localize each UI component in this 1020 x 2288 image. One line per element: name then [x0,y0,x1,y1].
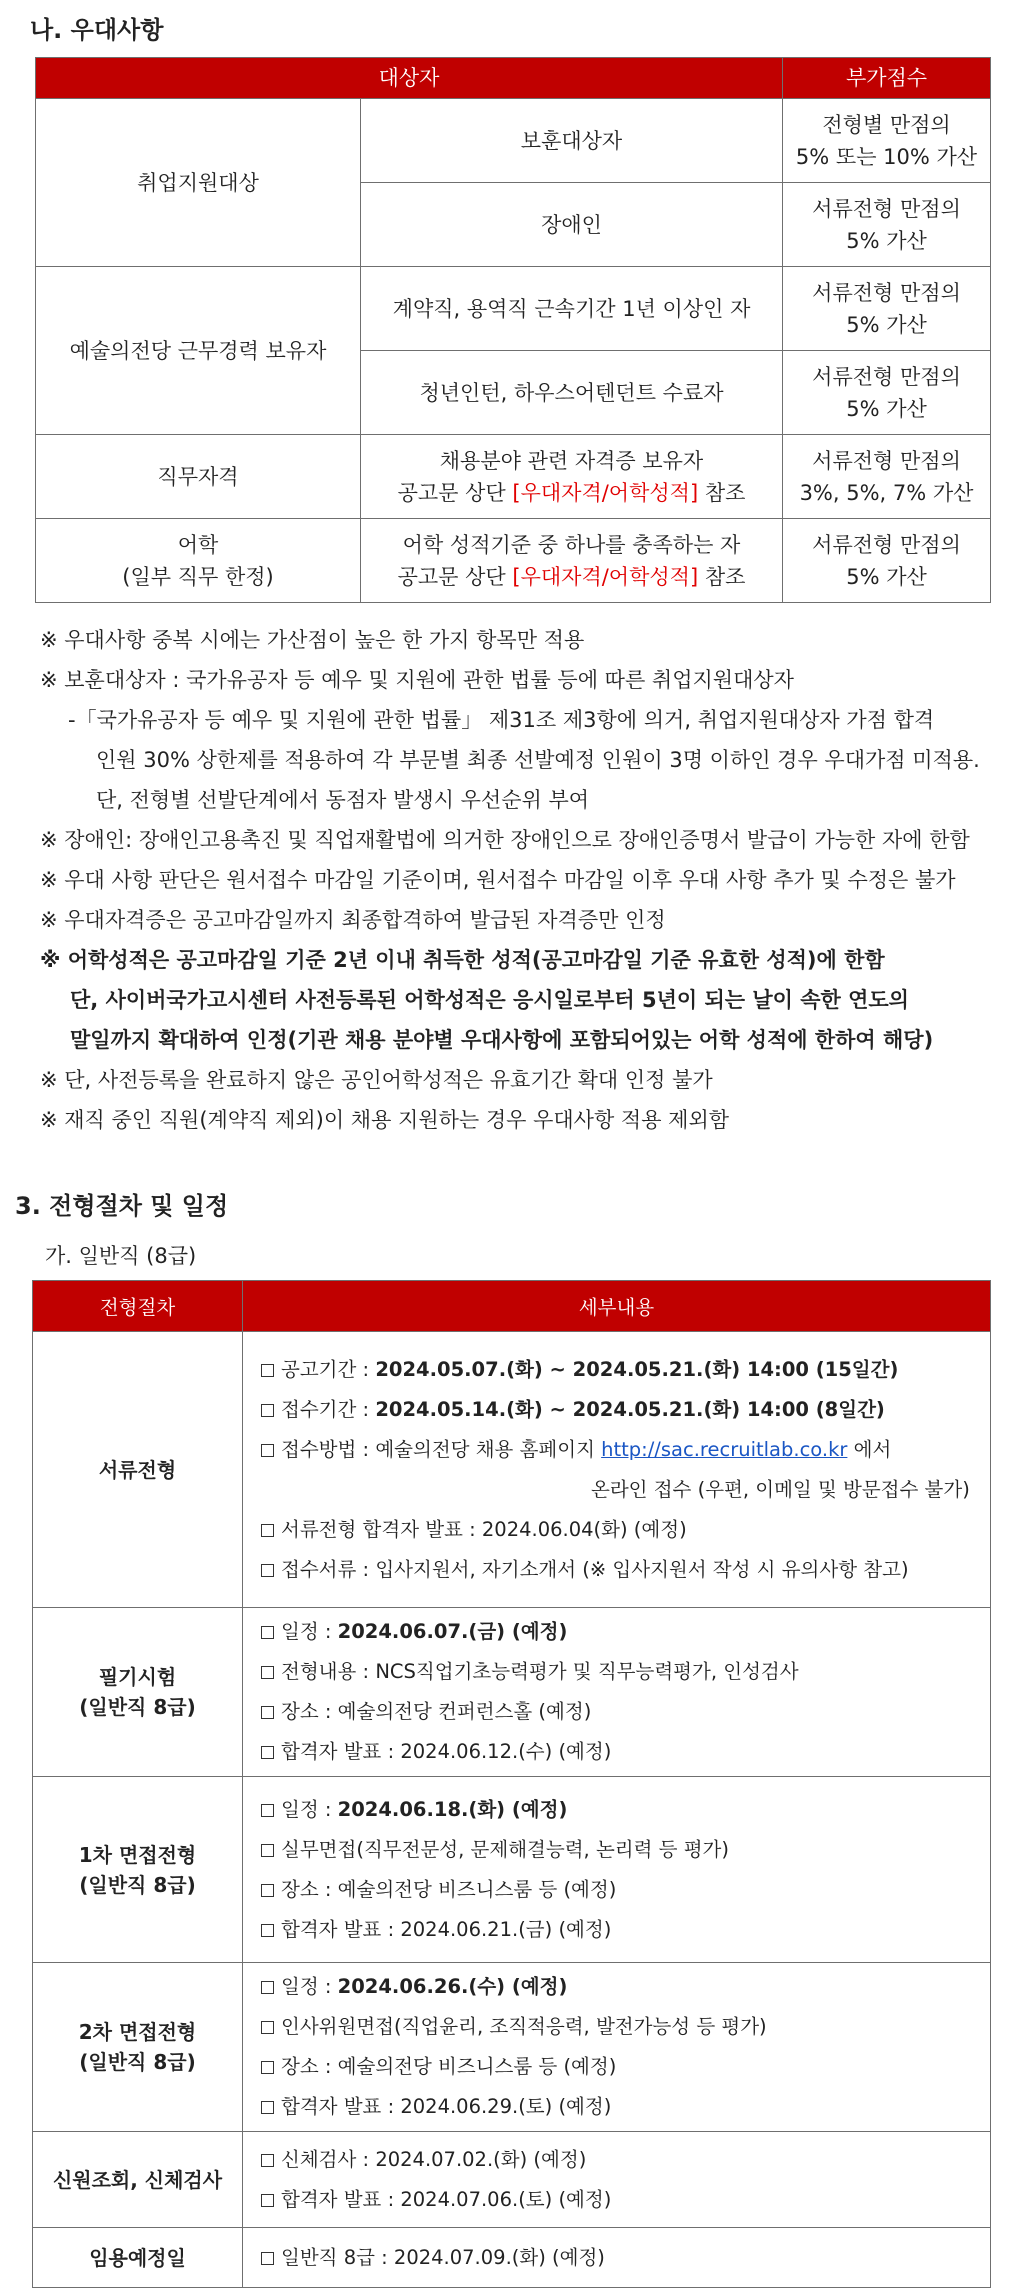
bonus-cell: 전형별 만점의 5% 또는 10% 가산 [783,99,991,183]
reference-highlight: [우대자격/어학성적] [512,480,699,505]
checkbox-icon [261,2061,274,2074]
checkbox-icon [261,1626,274,1639]
detail-line: 접수서류 : 입사지원서, 자기소개서 (※ 입사지원서 작성 시 유의사항 참고) [261,1550,990,1590]
detail-line: 접수기간 : 2024.05.14.(화) ~ 2024.05.21.(화) 14:00 (8일간) [261,1390,990,1430]
detail-line: 일반직 8급 : 2024.07.09.(화) (예정) [261,2238,990,2278]
section-heading-schedule: 3. 전형절차 및 일정 [15,1192,229,1220]
table-row [33,1608,991,1777]
section-heading-preferences: 나. 우대사항 [30,16,164,44]
note-line: ※ 우대 사항 판단은 원서접수 마감일 기준이며, 원서접수 마감일 이후 우대 사항 추가 및 수정은 불가 [40,868,956,892]
note-line: ※ 보훈대상자 : 국가유공자 등 예우 및 지원에 관한 법률 등에 따른 취업지원대상자 [40,668,794,692]
detail-cell [243,2228,991,2288]
detail-line: 서류전형 합격자 발표 : 2024.06.04(화) (예정) [261,1510,990,1550]
note-line-bold: ※ 어학성적은 공고마감일 기준 2년 이내 취득한 성적(공고마감일 기준 유효한 성적)에 한함 [40,948,885,972]
detail-line: 온라인 접수 (우편, 이메일 및 방문접수 불가) [591,1477,970,1501]
note-line: ※ 장애인: 장애인고용촉진 및 직업재활법에 의거한 장애인으로 장애인증명서 발급이 가능한 자에 한함 [40,828,970,852]
note-line: 인원 30% 상한제를 적용하여 각 부문별 최종 선발예정 인원이 3명 이하인 경우 우대가점 미적용. [96,748,980,772]
checkbox-icon [261,1981,274,1994]
checkbox-icon [261,1524,274,1537]
note-line: 단, 전형별 선발단계에서 동점자 발생시 우선순위 부여 [96,788,590,812]
detail-line: 전형내용 : NCS직업기초능력평가 및 직무능력평가, 인성검사 [261,1652,990,1692]
group-cell: 취업지원대상 [36,99,361,267]
detail-line: 합격자 발표 : 2024.06.29.(토) (예정) [261,2087,990,2127]
group-cell: 어학 (일부 직무 한정) [36,519,361,603]
note-line-bold: 단, 사이버국가고시센터 사전등록된 어학성적은 응시일로부터 5년이 되는 날이 속한 연도의 [70,988,909,1012]
detail-line: 인사위원면접(직업윤리, 조직적응력, 발전가능성 등 평가) [261,2007,990,2047]
detail-line: 장소 : 예술의전당 컨퍼런스홀 (예정) [261,1692,990,1732]
preferences-table [35,57,991,603]
checkbox-icon [261,1666,274,1679]
reference-highlight: [우대자격/어학성적] [512,564,699,589]
detail-line: 일정 : 2024.06.07.(금) (예정) [261,1612,990,1652]
stage-cell: 1차 면접전형 (일반직 8급) [33,1777,243,1963]
table-row [33,2132,991,2228]
header-stage: 전형절차 [33,1281,243,1332]
header-target: 대상자 [36,58,783,99]
subsection-heading: 가. 일반직 (8급) [45,1244,197,1268]
detail-line: 장소 : 예술의전당 비즈니스룸 등 (예정) [261,1870,990,1910]
table-row [36,99,991,183]
table-header-row [33,1281,991,1332]
schedule-table [32,1280,991,2288]
stage-cell: 필기시험 (일반직 8급) [33,1608,243,1777]
note-line: -「국가유공자 등 예우 및 지원에 관한 법률」 제31조 제3항에 의거, 취업지원대상자 가점 합격 [68,708,935,732]
stage-cell: 2차 면접전형 (일반직 8급) [33,1963,243,2132]
checkbox-icon [261,1844,274,1857]
checkbox-icon [261,1364,274,1377]
target-cell: 보훈대상자 [361,99,783,183]
target-cell: 채용분야 관련 자격증 보유자 공고문 상단 [우대자격/어학성적] 참조 [361,435,783,519]
bonus-cell: 서류전형 만점의 5% 가산 [783,351,991,435]
table-header-row [36,58,991,99]
detail-cell [243,1963,991,2132]
detail-cell [243,1332,991,1608]
note-line: ※ 재직 중인 직원(계약직 제외)이 채용 지원하는 경우 우대사항 적용 제외함 [40,1108,730,1132]
checkbox-icon [261,1746,274,1759]
detail-line: 합격자 발표 : 2024.06.12.(수) (예정) [261,1732,990,1772]
detail-line: 합격자 발표 : 2024.07.06.(토) (예정) [261,2180,990,2220]
group-cell: 직무자격 [36,435,361,519]
detail-cell [243,2132,991,2228]
table-row [36,519,991,603]
checkbox-icon [261,1444,274,1457]
table-row [36,435,991,519]
detail-line: 장소 : 예술의전당 비즈니스룸 등 (예정) [261,2047,990,2087]
table-row [33,1963,991,2132]
bonus-cell: 서류전형 만점의 5% 가산 [783,183,991,267]
note-line-bold: 말일까지 확대하여 인정(기관 채용 분야별 우대사항에 포함되어있는 어학 성적에 한하여 해당) [70,1028,934,1052]
detail-line: 접수방법 : 예술의전당 채용 홈페이지 http://sac.recruitlab.co.kr 에서 [261,1430,990,1470]
bonus-cell: 서류전형 만점의 5% 가산 [783,267,991,351]
detail-line: 공고기간 : 2024.05.07.(화) ~ 2024.05.21.(화) 14:00 (15일간) [261,1350,990,1390]
detail-line: 합격자 발표 : 2024.06.21.(금) (예정) [261,1910,990,1950]
note-line: ※ 우대사항 중복 시에는 가산점이 높은 한 가지 항목만 적용 [40,628,585,652]
header-bonus: 부가점수 [783,58,991,99]
stage-cell: 신원조회, 신체검사 [33,2132,243,2228]
detail-line: 신체검사 : 2024.07.02.(화) (예정) [261,2140,990,2180]
checkbox-icon [261,1706,274,1719]
detail-line: 실무면접(직무전문성, 문제해결능력, 논리력 등 평가) [261,1830,990,1870]
checkbox-icon [261,2021,274,2034]
target-cell: 장애인 [361,183,783,267]
header-detail: 세부내용 [243,1281,991,1332]
checkbox-icon [261,1804,274,1817]
checkbox-icon [261,2252,274,2265]
checkbox-icon [261,1884,274,1897]
table-row [33,2228,991,2288]
recruit-homepage-link[interactable]: http://sac.recruitlab.co.kr [601,1437,848,1461]
detail-cell [243,1777,991,1963]
preference-notes [40,620,1000,1140]
checkbox-icon [261,1564,274,1577]
table-row [33,1332,991,1608]
group-cell: 예술의전당 근무경력 보유자 [36,267,361,435]
checkbox-icon [261,2194,274,2207]
target-cell: 계약직, 용역직 근속기간 1년 이상인 자 [361,267,783,351]
target-cell: 청년인턴, 하우스어텐던트 수료자 [361,351,783,435]
detail-cell [243,1608,991,1777]
checkbox-icon [261,1924,274,1937]
detail-line: 일정 : 2024.06.18.(화) (예정) [261,1790,990,1830]
note-line: ※ 우대자격증은 공고마감일까지 최종합격하여 발급된 자격증만 인정 [40,908,666,932]
bonus-cell: 서류전형 만점의 3%, 5%, 7% 가산 [783,435,991,519]
detail-line: 일정 : 2024.06.26.(수) (예정) [261,1967,990,2007]
bonus-cell: 서류전형 만점의 5% 가산 [783,519,991,603]
note-line: ※ 단, 사전등록을 완료하지 않은 공인어학성적은 유효기간 확대 인정 불가 [40,1068,713,1092]
table-row [36,267,991,351]
checkbox-icon [261,2154,274,2167]
stage-cell: 서류전형 [33,1332,243,1608]
checkbox-icon [261,1404,274,1417]
table-row [33,1777,991,1963]
target-cell: 어학 성적기준 중 하나를 충족하는 자 공고문 상단 [우대자격/어학성적] 참조 [361,519,783,603]
checkbox-icon [261,2101,274,2114]
stage-cell: 임용예정일 [33,2228,243,2288]
